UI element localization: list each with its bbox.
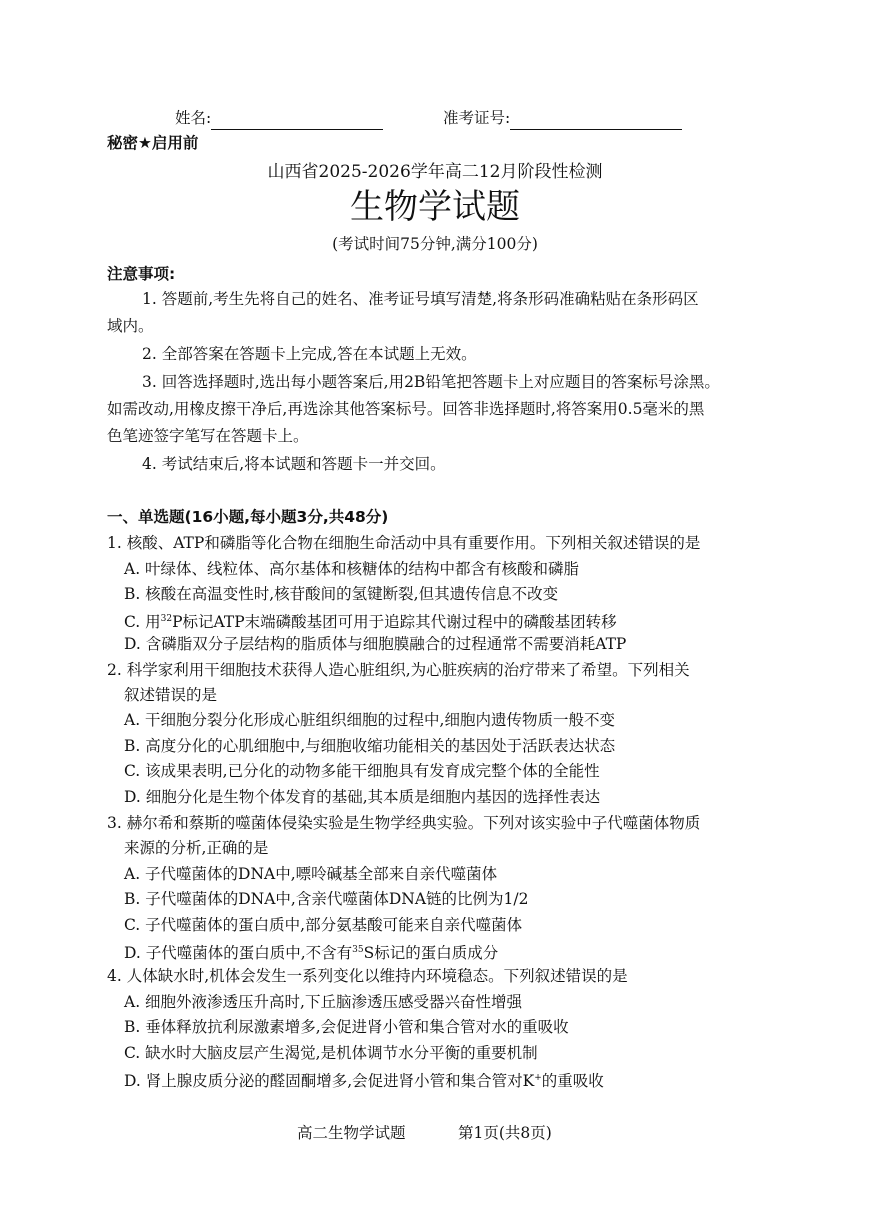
name-field — [175, 106, 383, 130]
note-item: 域内。 — [107, 317, 154, 335]
footer-subject: 高二生物学试题 — [297, 1124, 406, 1142]
note-item: 如需改动,用橡皮擦干净后,再选涂其他答案标号。回答非选择题时,将答案用0.5毫米的黑 — [107, 400, 705, 418]
question-stem-1: 1. 核酸、ATP和磷脂等化合物在细胞生命活动中具有重要作用。下列相关叙述错误的是 — [107, 534, 701, 552]
q3-option-c: C. 子代噬菌体的蛋白质中,部分氨基酸可能来自亲代噬菌体 — [124, 916, 523, 934]
q3-option-a: A. 子代噬菌体的DNA中,嘌呤碱基全部来自亲代噬菌体 — [124, 865, 498, 883]
note-item: 色笔迹签字笔写在答题卡上。 — [107, 427, 309, 445]
q1-option-c: C. 用$^{32}$P标记ATP末端磷酸基团可用于追踪其代谢过程中的磷酸基团转移 — [124, 613, 617, 632]
exam-info: (考试时间75分钟,满分100分) — [332, 235, 538, 253]
q3-option-b: B. 子代噬菌体的DNA中,含亲代噬菌体DNA链的比例为1/2 — [124, 890, 529, 908]
question-stem-2: 2. 科学家利用干细胞技术获得人造心脏组织,为心脏疾病的治疗带来了希望。下列相关 — [107, 661, 690, 679]
question-stem-4: 4. 人体缺水时,机体会发生一系列变化以维持内环境稳态。下列叙述错误的是 — [107, 967, 628, 985]
q1-option-d: D. 含磷脂双分子层结构的脂质体与细胞膜融合的过程通常不需要消耗ATP — [124, 635, 627, 653]
q4-option-a: A. 细胞外液渗透压升高时,下丘脑渗透压感受器兴奋性增强 — [124, 993, 522, 1011]
notes-heading: 注意事项: — [107, 265, 176, 283]
name-blank[interactable] — [211, 113, 383, 130]
footer-page-number: 第1页(共8页) — [458, 1124, 552, 1142]
question-stem-3: 3. 赫尔希和蔡斯的噬菌体侵染实验是生物学经典实验。下列对该实验中子代噬菌体物质 — [107, 814, 701, 832]
id-field — [443, 106, 682, 130]
q4-option-b: B. 垂体释放抗利尿激素增多,会促进肾小管和集合管对水的重吸收 — [124, 1018, 569, 1036]
note-item: 1. 答题前,考生先将自己的姓名、准考证号填写清楚,将条形码准确粘贴在条形码区 — [142, 290, 699, 308]
secret-mark: 秘密★启用前 — [107, 134, 199, 152]
note-item: 4. 考试结束后,将本试题和答题卡一并交回。 — [142, 455, 446, 473]
section-title: 一、单选题(16小题,每小题3分,共48分) — [107, 508, 389, 526]
q3-option-d: D. 子代噬菌体的蛋白质中,不含有$^{35}$S标记的蛋白质成分 — [124, 944, 499, 963]
q2-option-b: B. 高度分化的心肌细胞中,与细胞收缩功能相关的基因处于活跃表达状态 — [124, 737, 616, 755]
q2-option-a: A. 干细胞分裂分化形成心脏组织细胞的过程中,细胞内遗传物质一般不变 — [124, 711, 615, 729]
question-stem-3-cont: 来源的分析,正确的是 — [124, 839, 269, 857]
page-title: 生物学试题 — [350, 187, 520, 227]
exam-subtitle: 山西省2025-2026学年高二12月阶段性检测 — [267, 162, 603, 182]
q1-option-a: A. 叶绿体、线粒体、高尔基体和核糖体的结构中都含有核酸和磷脂 — [124, 560, 580, 578]
question-stem-2-cont: 叙述错误的是 — [124, 686, 218, 704]
q4-option-c: C. 缺水时大脑皮层产生渴觉,是机体调节水分平衡的重要机制 — [124, 1044, 538, 1062]
note-item: 2. 全部答案在答题卡上完成,答在本试题上无效。 — [142, 345, 477, 363]
name-label: 姓名: — [175, 109, 212, 127]
id-label: 准考证号: — [443, 109, 511, 127]
q4-option-d: D. 肾上腺皮质分泌的醛固酮增多,会促进肾小管和集合管对K+的重吸收 — [124, 1072, 604, 1091]
q2-option-c: C. 该成果表明,已分化的动物多能干细胞具有发育成完整个体的全能性 — [124, 762, 600, 780]
id-blank[interactable] — [510, 113, 682, 130]
q2-option-d: D. 细胞分化是生物个体发育的基础,其本质是细胞内基因的选择性表达 — [124, 788, 601, 806]
note-item: 3. 回答选择题时,选出每小题答案后,用2B铅笔把答题卡上对应题目的答案标号涂黑。 — [142, 373, 720, 391]
q1-option-b: B. 核酸在高温变性时,核苷酸间的氢键断裂,但其遗传信息不改变 — [124, 585, 559, 603]
